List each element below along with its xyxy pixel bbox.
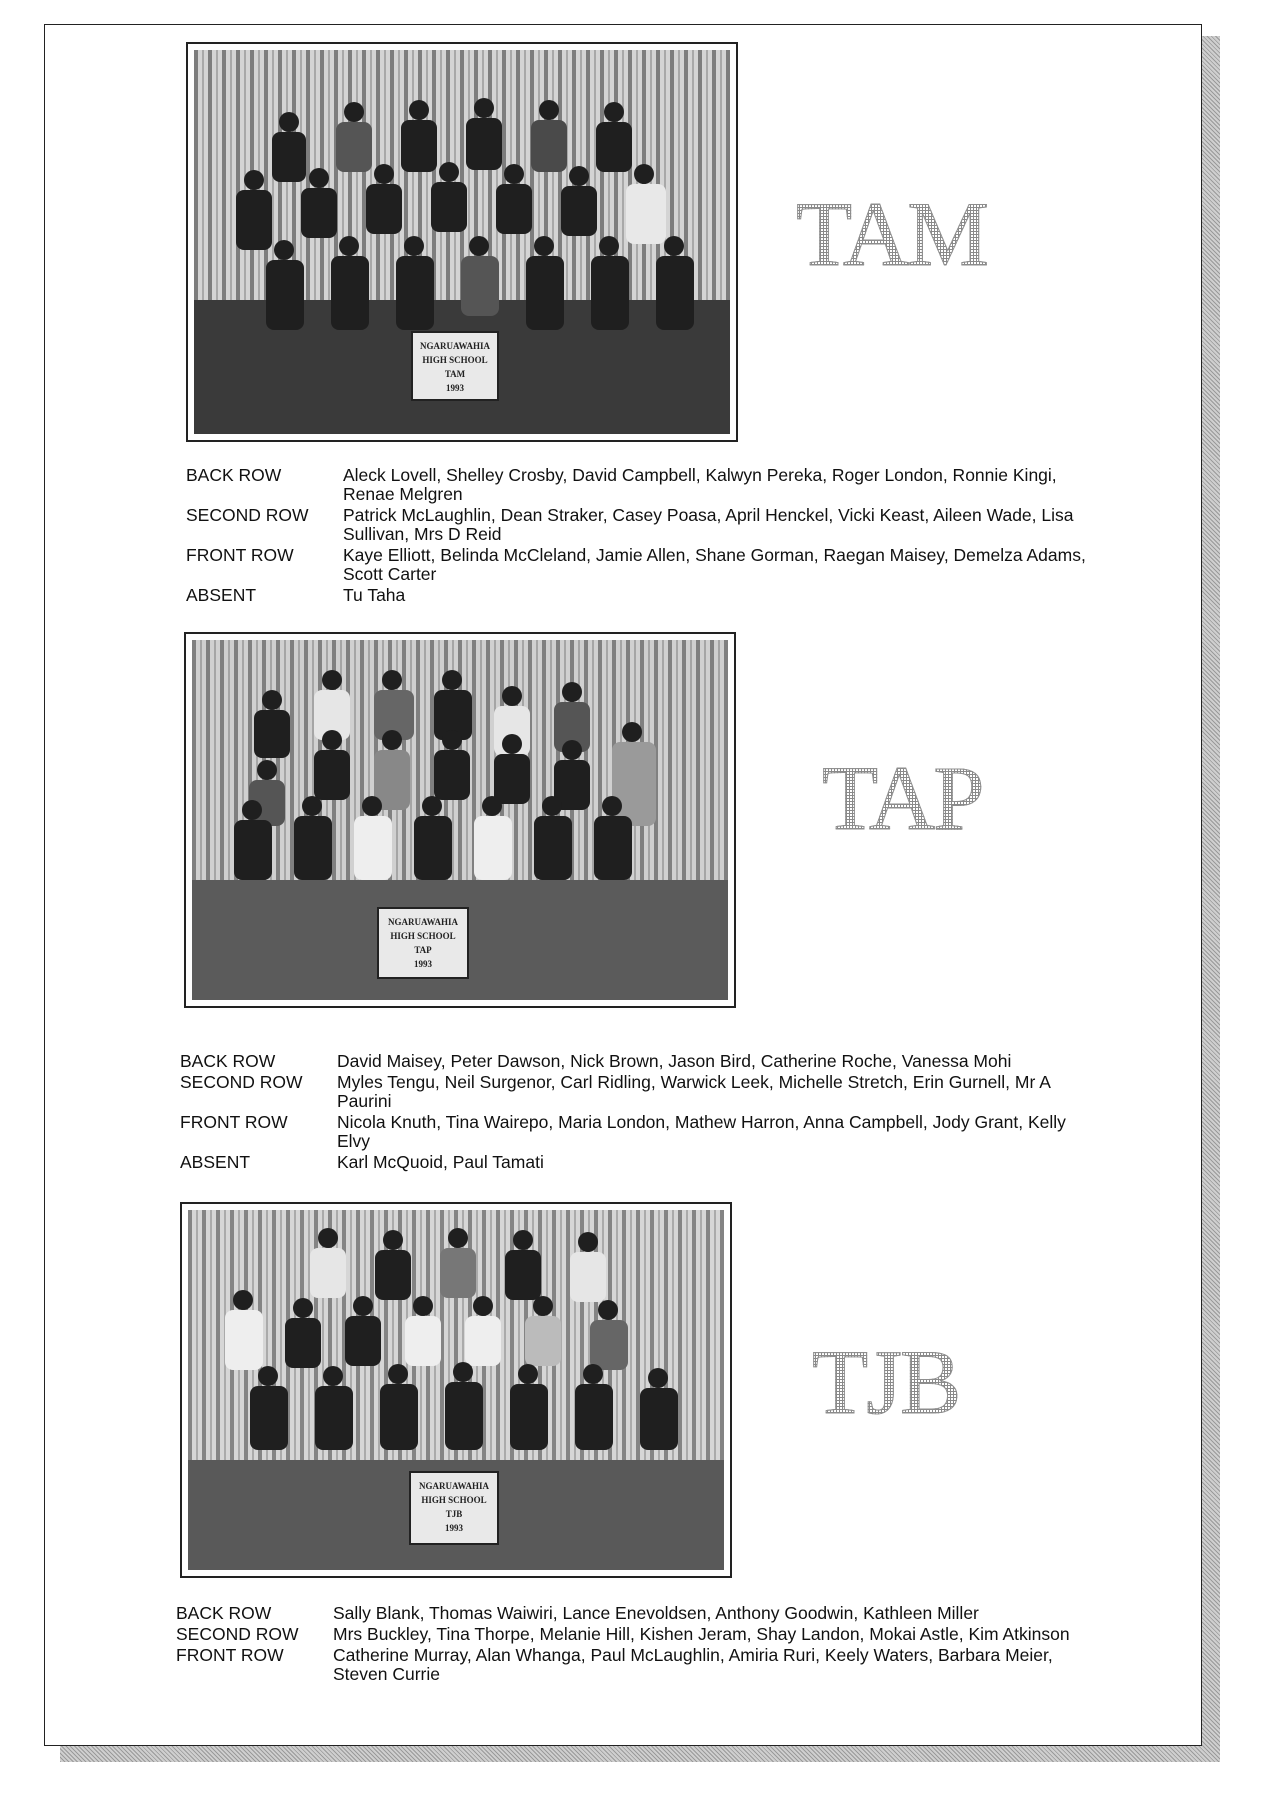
- sign-line: HIGH SCHOOL: [422, 355, 488, 365]
- row-key: FRONT ROW: [186, 545, 294, 565]
- caption-row: [186, 506, 1103, 544]
- row-key: FRONT ROW: [180, 1112, 288, 1132]
- sign-line: TAM: [444, 369, 466, 379]
- row-key: SECOND ROW: [186, 505, 309, 525]
- sign-line: 1993: [414, 959, 432, 969]
- row-key: BACK ROW: [186, 465, 282, 485]
- sign-line: HIGH SCHOOL: [421, 1495, 487, 1505]
- row-key: SECOND ROW: [176, 1624, 299, 1644]
- sign-line: HIGH SCHOOL: [390, 931, 456, 941]
- class-photo-tam: [186, 42, 738, 442]
- class-label-tap: TAP: [822, 747, 983, 849]
- row-names: Aleck Lovell, Shelley Crosby, David Campbell, Kalwyn Pereka, Roger London, Ronnie Kingi, Renae Melgren: [343, 465, 1057, 504]
- sign-line: NGARUAWAHIA: [418, 1481, 490, 1491]
- row-names: Tu Taha: [343, 585, 406, 605]
- row-names: Myles Tengu, Neil Surgenor, Carl Ridling, Warwick Leek, Michelle Stretch, Erin Gurnell, Mr A Paurini: [337, 1072, 1050, 1111]
- caption-row: [180, 1113, 1097, 1151]
- caption-row: [180, 1052, 1097, 1071]
- row-names: Nicola Knuth, Tina Wairepo, Maria London, Mathew Harron, Anna Campbell, Jody Grant, Kelly Elvy: [337, 1112, 1066, 1151]
- row-key: ABSENT: [180, 1152, 251, 1172]
- row-names: Sally Blank, Thomas Waiwiri, Lance Enevoldsen, Anthony Goodwin, Kathleen Miller: [333, 1603, 979, 1623]
- row-key: BACK ROW: [180, 1051, 276, 1071]
- caption-row: [180, 1153, 1097, 1172]
- caption-row: [176, 1625, 1093, 1644]
- caption-tam: [186, 466, 1103, 607]
- caption-tjb: [176, 1604, 1093, 1686]
- row-names: Patrick McLaughlin, Dean Straker, Casey Poasa, April Henckel, Vicki Keast, Aileen Wade, Lisa Sullivan, Mrs D Reid: [343, 505, 1074, 544]
- row-key: ABSENT: [186, 585, 257, 605]
- row-key: BACK ROW: [176, 1603, 272, 1623]
- caption-row: [186, 586, 1103, 605]
- class-label-tam: TAM: [796, 183, 988, 285]
- sign-line: TAP: [414, 945, 432, 955]
- group-photo-image: [188, 1210, 724, 1570]
- sign-line: NGARUAWAHIA: [419, 341, 491, 351]
- caption-row: [176, 1604, 1093, 1623]
- class-photo-tap: [184, 632, 736, 1008]
- caption-tap: [180, 1052, 1097, 1174]
- class-photo-tjb: [180, 1202, 732, 1578]
- group-photo-image: [192, 640, 728, 1000]
- sign-line: 1993: [445, 1523, 463, 1533]
- row-key: FRONT ROW: [176, 1645, 284, 1665]
- caption-row: [186, 466, 1103, 504]
- group-photo-image: [194, 50, 730, 434]
- row-names: Mrs Buckley, Tina Thorpe, Melanie Hill, Kishen Jeram, Shay Landon, Mokai Astle, Kim Atkinson: [333, 1624, 1070, 1644]
- sign-line: 1993: [446, 383, 464, 393]
- class-label-tjb: TJB: [812, 1331, 960, 1433]
- caption-row: [176, 1646, 1093, 1684]
- row-key: SECOND ROW: [180, 1072, 303, 1092]
- row-names: David Maisey, Peter Dawson, Nick Brown, Jason Bird, Catherine Roche, Vanessa Mohi: [337, 1051, 1012, 1071]
- caption-row: [186, 546, 1103, 584]
- sign-line: TJB: [445, 1509, 463, 1519]
- row-names: Kaye Elliott, Belinda McCleland, Jamie Allen, Shane Gorman, Raegan Maisey, Demelza Adams, Scott Carter: [343, 545, 1086, 584]
- row-names: Catherine Murray, Alan Whanga, Paul McLaughlin, Amiria Ruri, Keely Waters, Barbara Meier, Steven Currie: [333, 1645, 1053, 1684]
- caption-row: [180, 1073, 1097, 1111]
- sign-line: NGARUAWAHIA: [387, 917, 459, 927]
- row-names: Karl McQuoid, Paul Tamati: [337, 1152, 544, 1172]
